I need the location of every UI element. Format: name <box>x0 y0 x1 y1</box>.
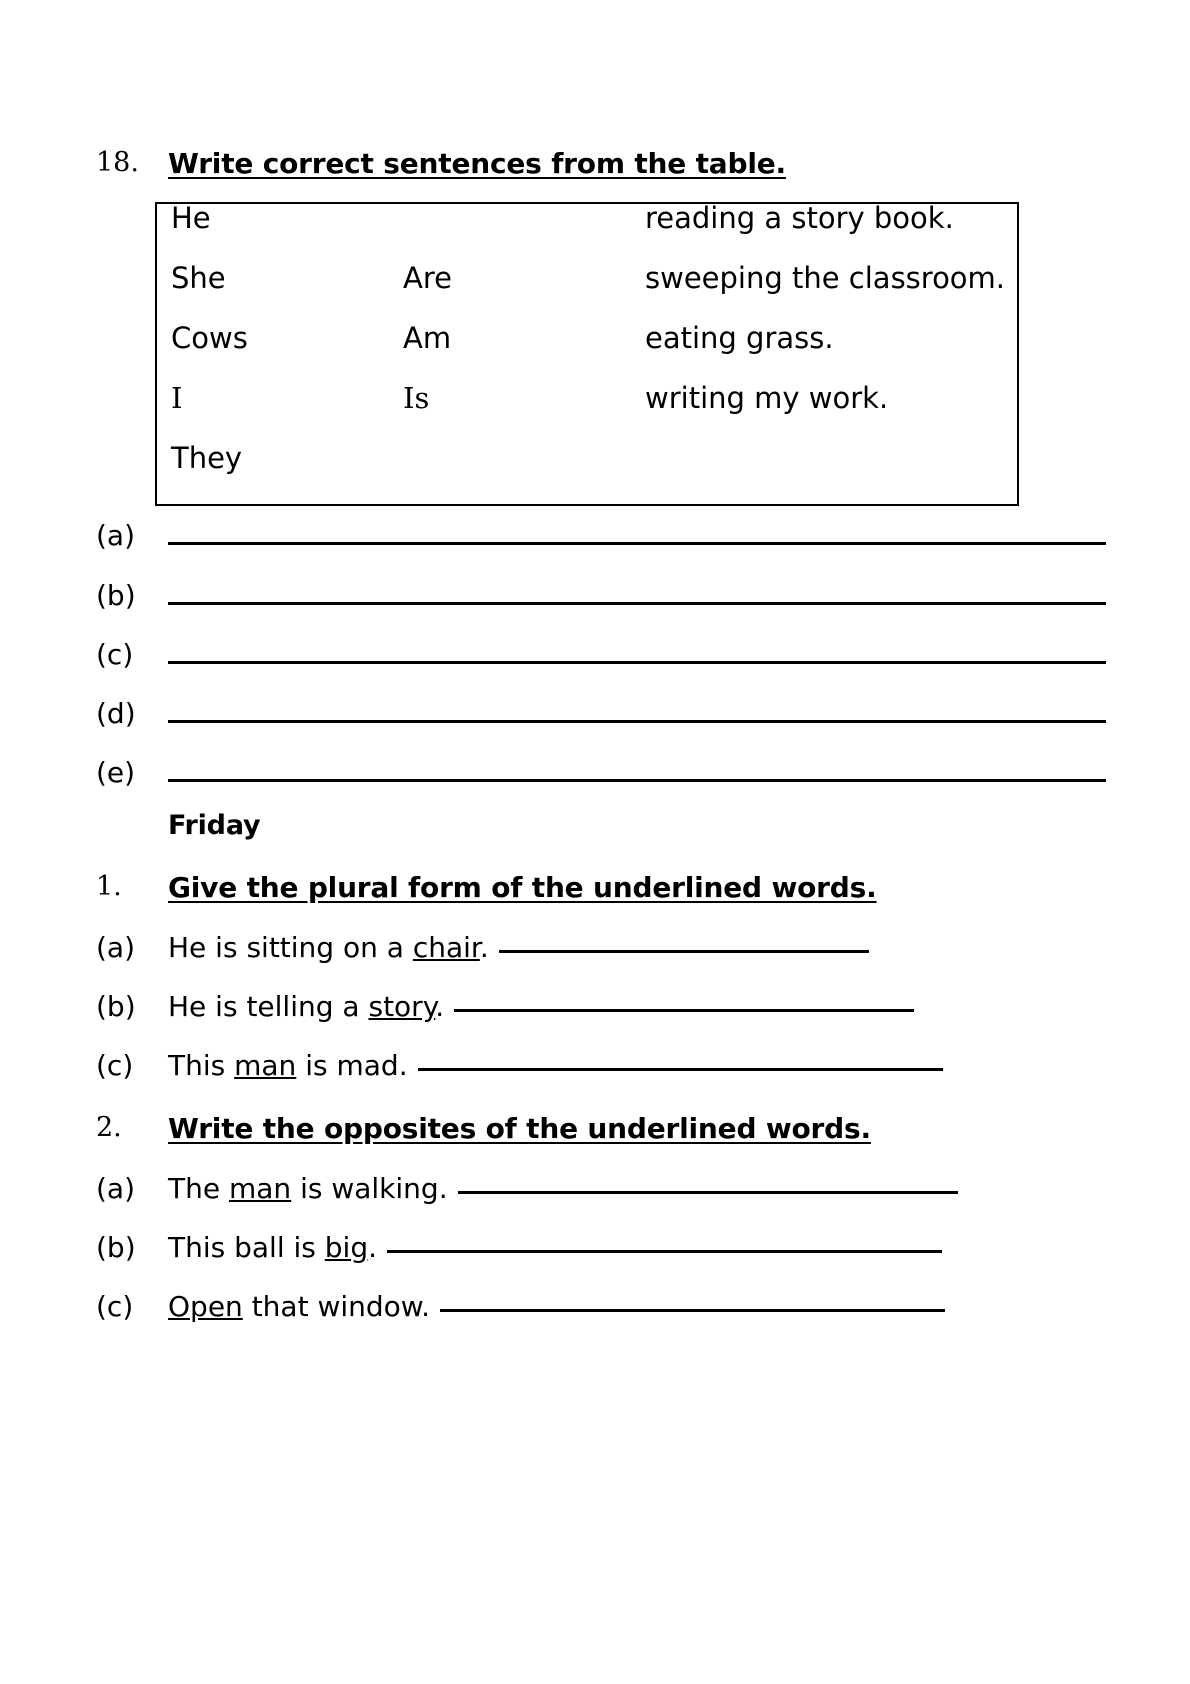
sentence-suffix: . <box>368 1231 378 1264</box>
question-2-heading-row <box>96 1111 1126 1146</box>
sentence-suffix: . <box>435 990 445 1023</box>
question-2-item-a <box>96 1171 1126 1206</box>
table-cell-subject: Cows <box>171 321 248 355</box>
item-marker: (a) <box>96 931 136 964</box>
table-row <box>157 264 1017 324</box>
table-cell-verb: Is <box>403 381 430 415</box>
answer-blank-line[interactable] <box>168 578 1106 605</box>
sentence-prefix: He is telling a <box>168 990 369 1023</box>
underlined-word: story <box>368 990 436 1023</box>
answer-blank-line[interactable] <box>499 950 869 953</box>
answer-line-c <box>96 637 1106 672</box>
table-row <box>157 324 1017 384</box>
item-marker: (c) <box>96 1290 134 1323</box>
item-marker: (c) <box>96 1049 134 1082</box>
table-cell-predicate: sweeping the classroom. <box>645 261 1006 295</box>
table-cell-verb: Are <box>403 261 452 295</box>
sentence-suffix: that window. <box>242 1290 431 1323</box>
sentence-prefix: This <box>168 1049 235 1082</box>
answer-marker: (e) <box>96 756 136 789</box>
question-1-item-a <box>96 930 1126 965</box>
item-sentence <box>168 1171 958 1206</box>
table-row <box>157 384 1017 444</box>
table-cell-predicate: eating grass. <box>645 321 834 355</box>
answer-marker: (b) <box>96 579 136 612</box>
table-cell-subject: I <box>171 381 183 415</box>
answer-line-d <box>96 696 1106 731</box>
question-18-heading-row <box>96 146 1096 181</box>
underlined-word: big <box>324 1231 369 1264</box>
table-cell-verb <box>389 444 631 504</box>
item-sentence <box>168 1048 943 1083</box>
question-2-heading: Write the opposites of the underlined words. <box>168 1112 871 1145</box>
sentence-suffix: is mad. <box>296 1049 408 1082</box>
item-sentence <box>168 930 869 965</box>
answer-line-b <box>96 578 1106 613</box>
table-row <box>157 204 1017 264</box>
answer-blank-line[interactable] <box>440 1309 945 1312</box>
answer-blank-line[interactable] <box>418 1068 943 1071</box>
sentence-prefix: This ball is <box>168 1231 325 1264</box>
underlined-word: man <box>228 1172 292 1205</box>
item-sentence <box>168 1230 942 1265</box>
answer-blank-line[interactable] <box>168 755 1106 782</box>
question-1-item-b <box>96 989 1126 1024</box>
table-cell-predicate <box>631 444 1017 504</box>
underlined-word: Open <box>168 1290 243 1323</box>
sentence-prefix: The <box>168 1172 229 1205</box>
item-marker: (b) <box>96 1231 136 1264</box>
answer-blank-line[interactable] <box>458 1191 958 1194</box>
question-18-number: 18. <box>96 147 139 178</box>
table-cell-subject: She <box>171 261 226 295</box>
question-1-number: 1. <box>96 871 122 902</box>
question-2-item-c <box>96 1289 1126 1324</box>
table-cell-verb <box>389 204 631 264</box>
sentence-prefix: He is sitting on a <box>168 931 413 964</box>
answer-blank-line[interactable] <box>454 1009 914 1012</box>
table-cell-predicate: reading a story book. <box>645 201 954 235</box>
item-marker: (b) <box>96 990 136 1023</box>
question-2-number: 2. <box>96 1112 122 1143</box>
table-row <box>157 444 1017 504</box>
question-1-heading-row <box>96 870 1126 905</box>
answer-blank-line[interactable] <box>168 637 1106 664</box>
table-cell-subject: They <box>171 441 243 475</box>
underlined-word: chair <box>412 931 480 964</box>
table-cell-verb: Am <box>403 321 452 355</box>
table-body <box>157 201 1017 504</box>
table-cell-subject: He <box>171 201 211 235</box>
sentence-building-table <box>155 202 1019 506</box>
answer-blank-line[interactable] <box>168 696 1106 723</box>
question-18-heading: Write correct sentences from the table. <box>168 147 786 180</box>
question-1-heading: Give the plural form of the underlined words. <box>168 871 877 904</box>
item-sentence <box>168 989 914 1024</box>
day-label-friday: Friday <box>168 810 261 841</box>
question-2-item-b <box>96 1230 1126 1265</box>
underlined-word: man <box>234 1049 297 1082</box>
answer-marker: (c) <box>96 638 134 671</box>
sentence-suffix: . <box>479 931 489 964</box>
answer-blank-line[interactable] <box>168 518 1106 545</box>
answer-line-a <box>96 518 1106 553</box>
item-sentence <box>168 1289 945 1324</box>
table-cell-predicate: writing my work. <box>645 381 889 415</box>
question-1-item-c <box>96 1048 1126 1083</box>
answer-blank-line[interactable] <box>387 1250 942 1253</box>
answer-line-e <box>96 755 1106 790</box>
answer-marker: (a) <box>96 519 136 552</box>
answer-marker: (d) <box>96 697 136 730</box>
item-marker: (a) <box>96 1172 136 1205</box>
sentence-suffix: is walking. <box>291 1172 448 1205</box>
